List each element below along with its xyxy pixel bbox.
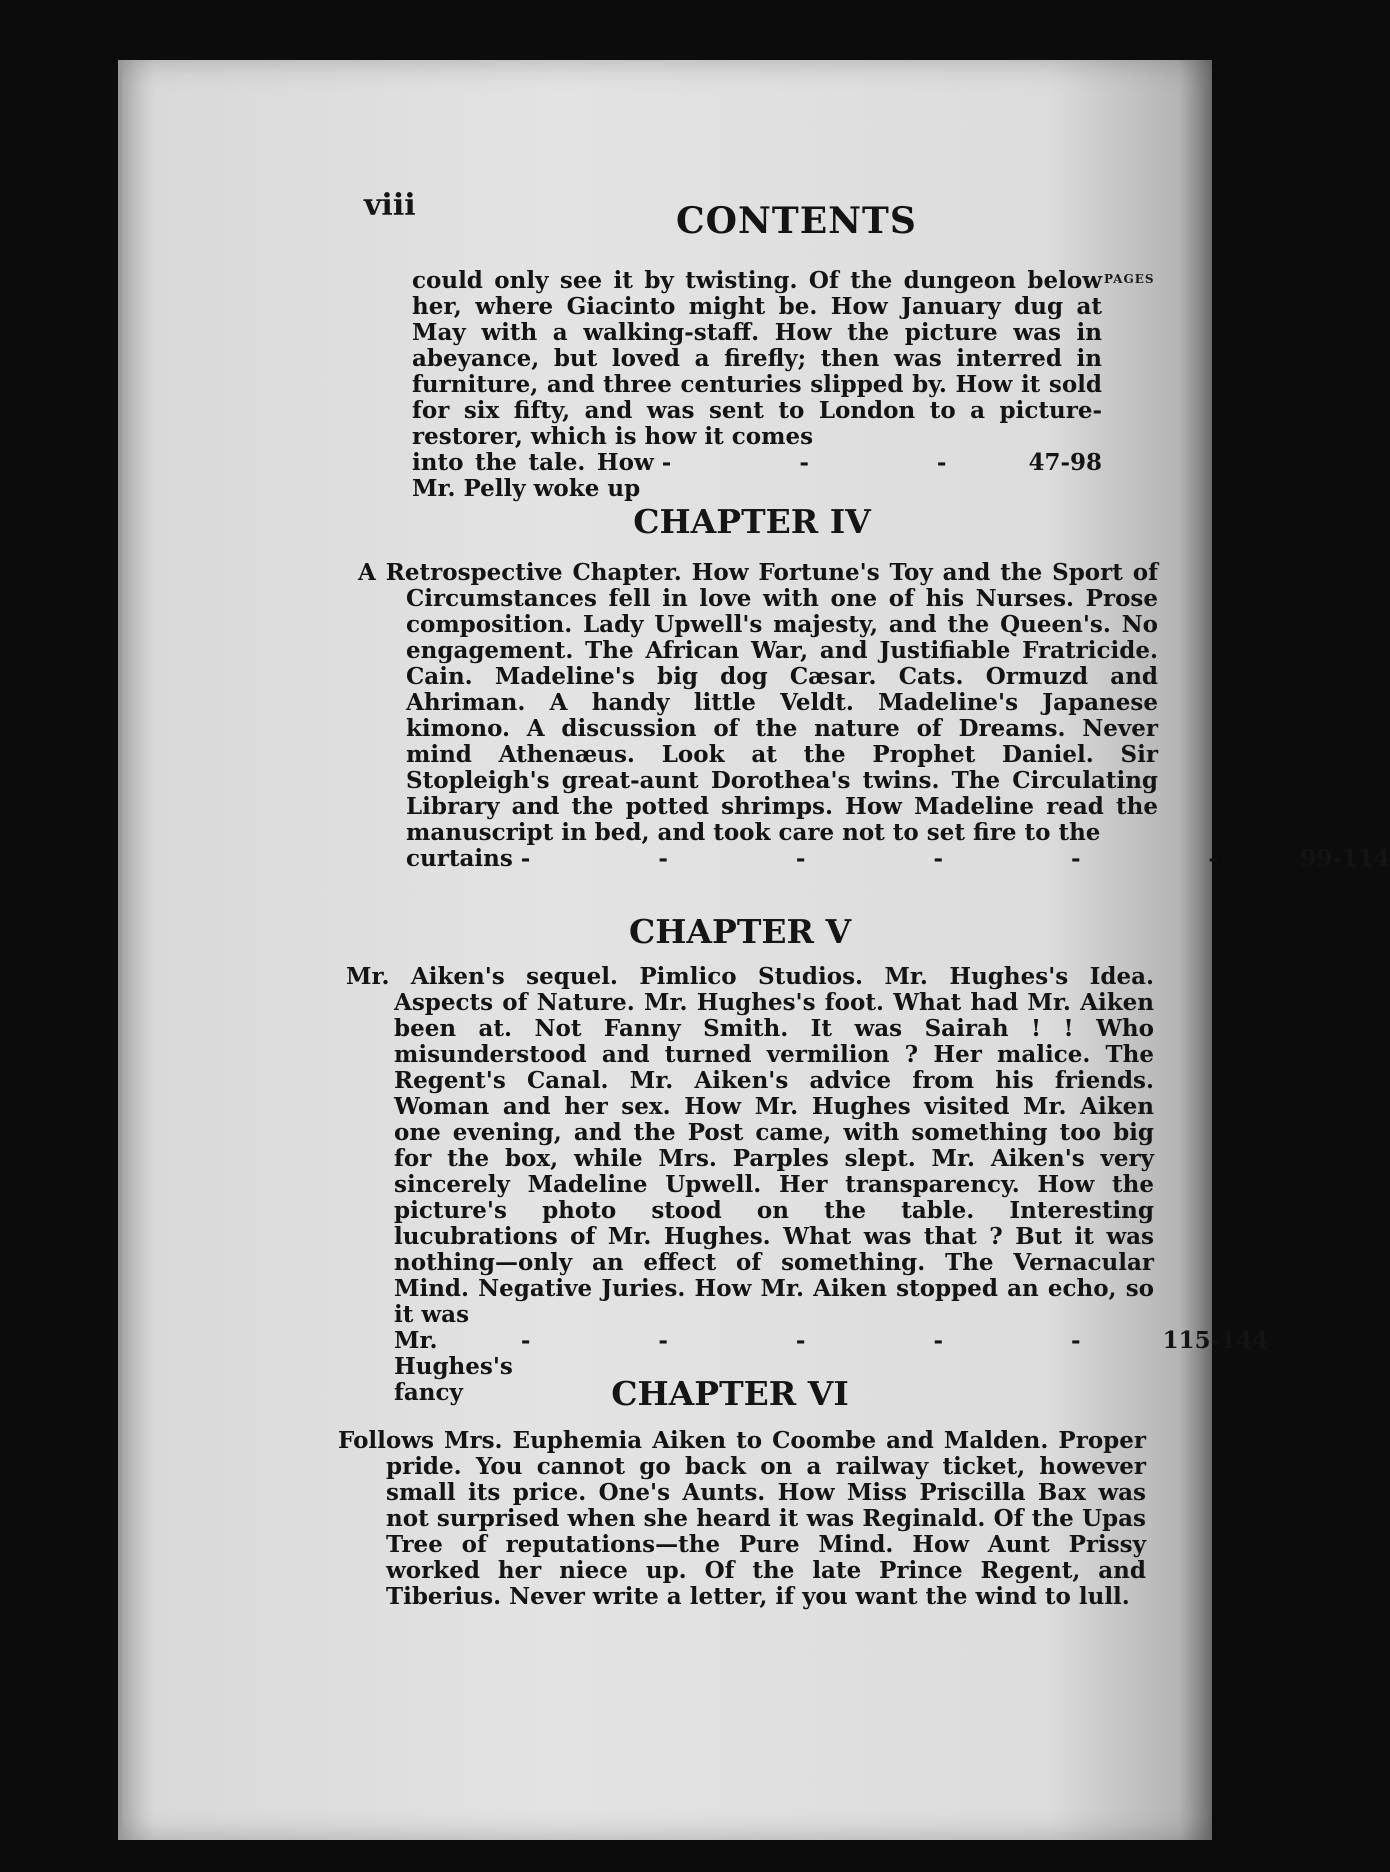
page-number: viii (364, 188, 416, 223)
entry-summary: could only see it by twisting. Of the dungeon below her, where Giacinto might be. How January dug at May with a walking-staff. How the picture was in abeyance, but loved a firefly; then was interred in furniture, and three centuries slipped by. How it sold for six fifty, and was sent to London to a picture-restorer, which is how it comes (412, 267, 1102, 450)
entry-summary: Follows Mrs. Euphemia Aiken to Coombe and Malden. Proper pride. You cannot go back on a railway ticket, however small its price. One's Aunts. How Miss Priscilla Bax was not surprised when she heard it was Reginald. Of the Upas Tree of reputations—the Pure Mind. How Aunt Prissy worked her niece up. Of the late Prince Regent, and Tiberius. Never write a letter, if you want the wind to lull. (338, 1427, 1146, 1610)
entry-summary: Mr. Aiken's sequel. Pimlico Studios. Mr. Hughes's Idea. Aspects of Nature. Mr. Hughes's foot. What had Mr. Aiken been at. Not Fanny Smith. It was Sairah ! ! Who misunderstood and turned vermilion ? Her malice. The Regent's Canal. Mr. Aiken's advice from his friends. Woman and her sex. How Mr. Hughes visited Mr. Aiken one evening, and the Post came, with something too big for the box, while Mrs. Parples slept. Mr. Aiken's very sincerely Madeline Upwell. Her transparency. How the picture's photo stood on the table. Interesting lucubrations of Mr. Hughes. What was that ? But it was nothing—only an effect of something. The Vernacular Mind. Negative Juries. How Mr. Aiken stopped an echo, so it was (346, 963, 1154, 1328)
chapter-heading: CHAPTER IV (633, 502, 871, 541)
dot-leaders: - - - - - - (520, 845, 1279, 872)
chapter-heading: CHAPTER V (628, 912, 852, 951)
chapter-heading: CHAPTER VI (611, 1374, 849, 1413)
page-range: 47-98 (1028, 449, 1102, 476)
contents-entry-chapter-iii-continued (412, 268, 1102, 502)
page-range: 99-114 (1300, 845, 1390, 872)
entry-last-text: into the tale. How Mr. Pelly woke up (412, 449, 654, 502)
entry-last-line (412, 450, 1102, 502)
entry-last-text: Mr. Hughes's fancy (394, 1327, 513, 1406)
entry-summary: A Retrospective Chapter. How Fortune's Toy and the Sport of Circumstances fell in love with one of his Nurses. Prose composition. Lady Upwell's majesty, and the Queen's. No engagement. The African War, and Justifiable Fratricide. Cain. Madeline's big dog Cæsar. Cats. Ormuzd and Ahriman. A handy little Veldt. Madeline's Japanese kimono. A discussion of the nature of Dreams. Never mind Athenæus. Look at the Prophet Daniel. Sir Stopleigh's great-aunt Dorothea's twins. The Circulating Library and the potted shrimps. How Madeline read the manuscript in bed, and took care not to set fire to the (358, 559, 1158, 846)
dot-leaders: - - - - - (520, 1327, 1141, 1354)
pages-column-label: PAGES (1104, 272, 1155, 286)
dot-leaders: - - - (661, 449, 1007, 476)
page-range: 115-144 (1162, 1327, 1269, 1354)
contents-entry-chapter-iv (358, 559, 1390, 872)
running-title: CONTENTS (676, 200, 917, 242)
contents-entry-chapter-vi (338, 1428, 1146, 1610)
entry-last-line (406, 845, 1390, 872)
contents-entry-chapter-v (346, 963, 1269, 1406)
entry-last-text: curtains (406, 845, 513, 872)
